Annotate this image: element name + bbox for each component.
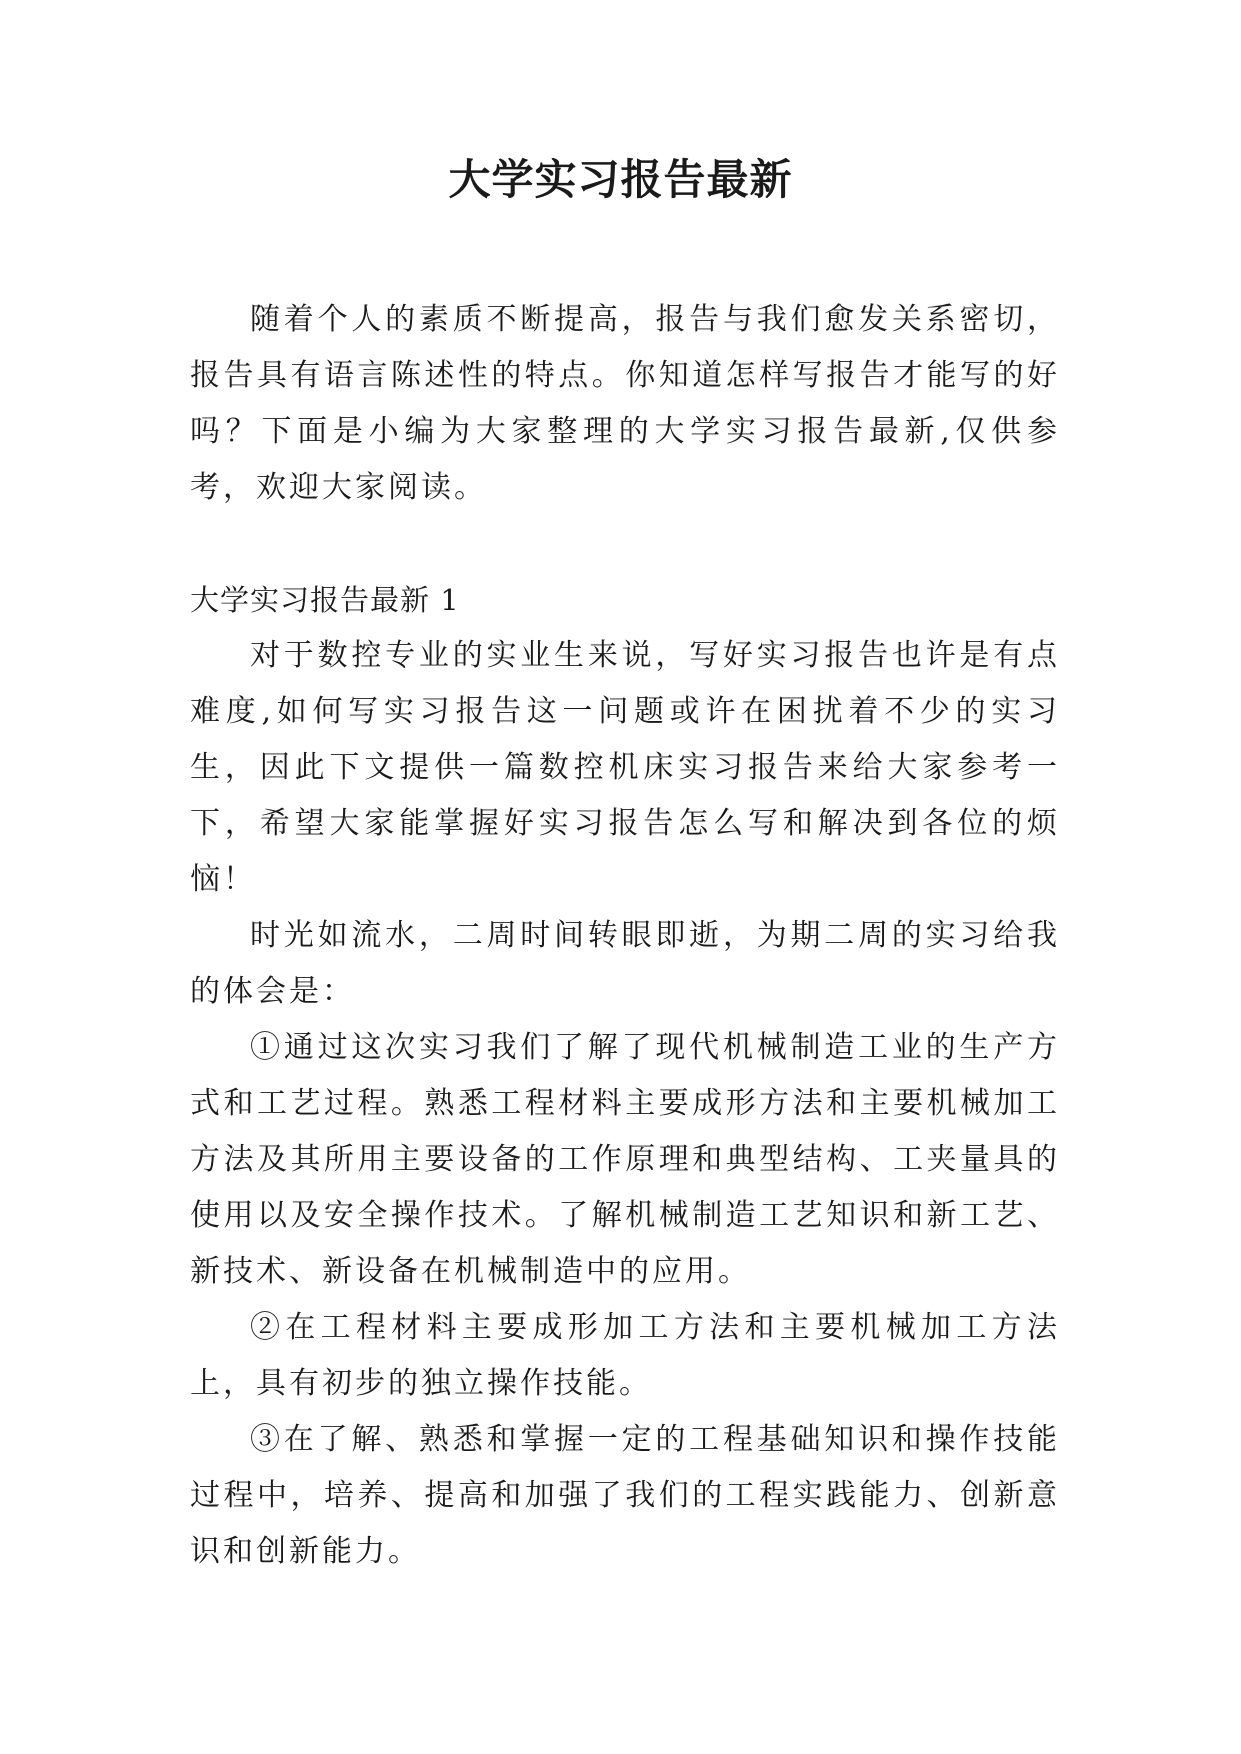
document-body xyxy=(190,292,1060,1580)
body-paragraph-4: ②在工程材料主要成形加工方法和主要机械加工方法上，具有初步的独立操作技能。 xyxy=(190,1310,1060,1401)
intro-paragraph: 随着个人的素质不断提高，报告与我们愈发关系密切，报告具有语言陈述性的特点。你知道怎样写报告才能写的好吗？下面是小编为大家整理的大学实习报告最新,仅供参考，欢迎大家阅读。 xyxy=(190,302,1060,505)
body-paragraph-3: ①通过这次实习我们了解了现代机械制造工业的生产方式和工艺过程。熟悉工程材料主要成形方法和主要机械加工方法及其所用主要设备的工作原理和典型结构、工夹量具的使用以及安全操作技术。了解机械制造工艺知识和新工艺、新技术、新设备在机械制造中的应用。 xyxy=(190,1030,1060,1289)
document-title: 大学实习报告最新 xyxy=(448,155,793,204)
section-heading: 大学实习报告最新 1 xyxy=(190,583,460,617)
body-paragraph-1: 对于数控专业的实业生来说，写好实习报告也许是有点难度,如何写实习报告这一问题或许在困扰着不少的实习生，因此下文提供一篇数控机床实习报告来给大家参考一下，希望大家能掌握好实习报告怎么写和解决到各位的烦恼！ xyxy=(190,638,1060,897)
body-paragraph-2: 时光如流水，二周时间转眼即逝，为期二周的实习给我的体会是： xyxy=(190,918,1060,1009)
body-paragraph-5: ③在了解、熟悉和掌握一定的工程基础知识和操作技能过程中，培养、提高和加强了我们的工程实践能力、创新意识和创新能力。 xyxy=(190,1422,1060,1569)
